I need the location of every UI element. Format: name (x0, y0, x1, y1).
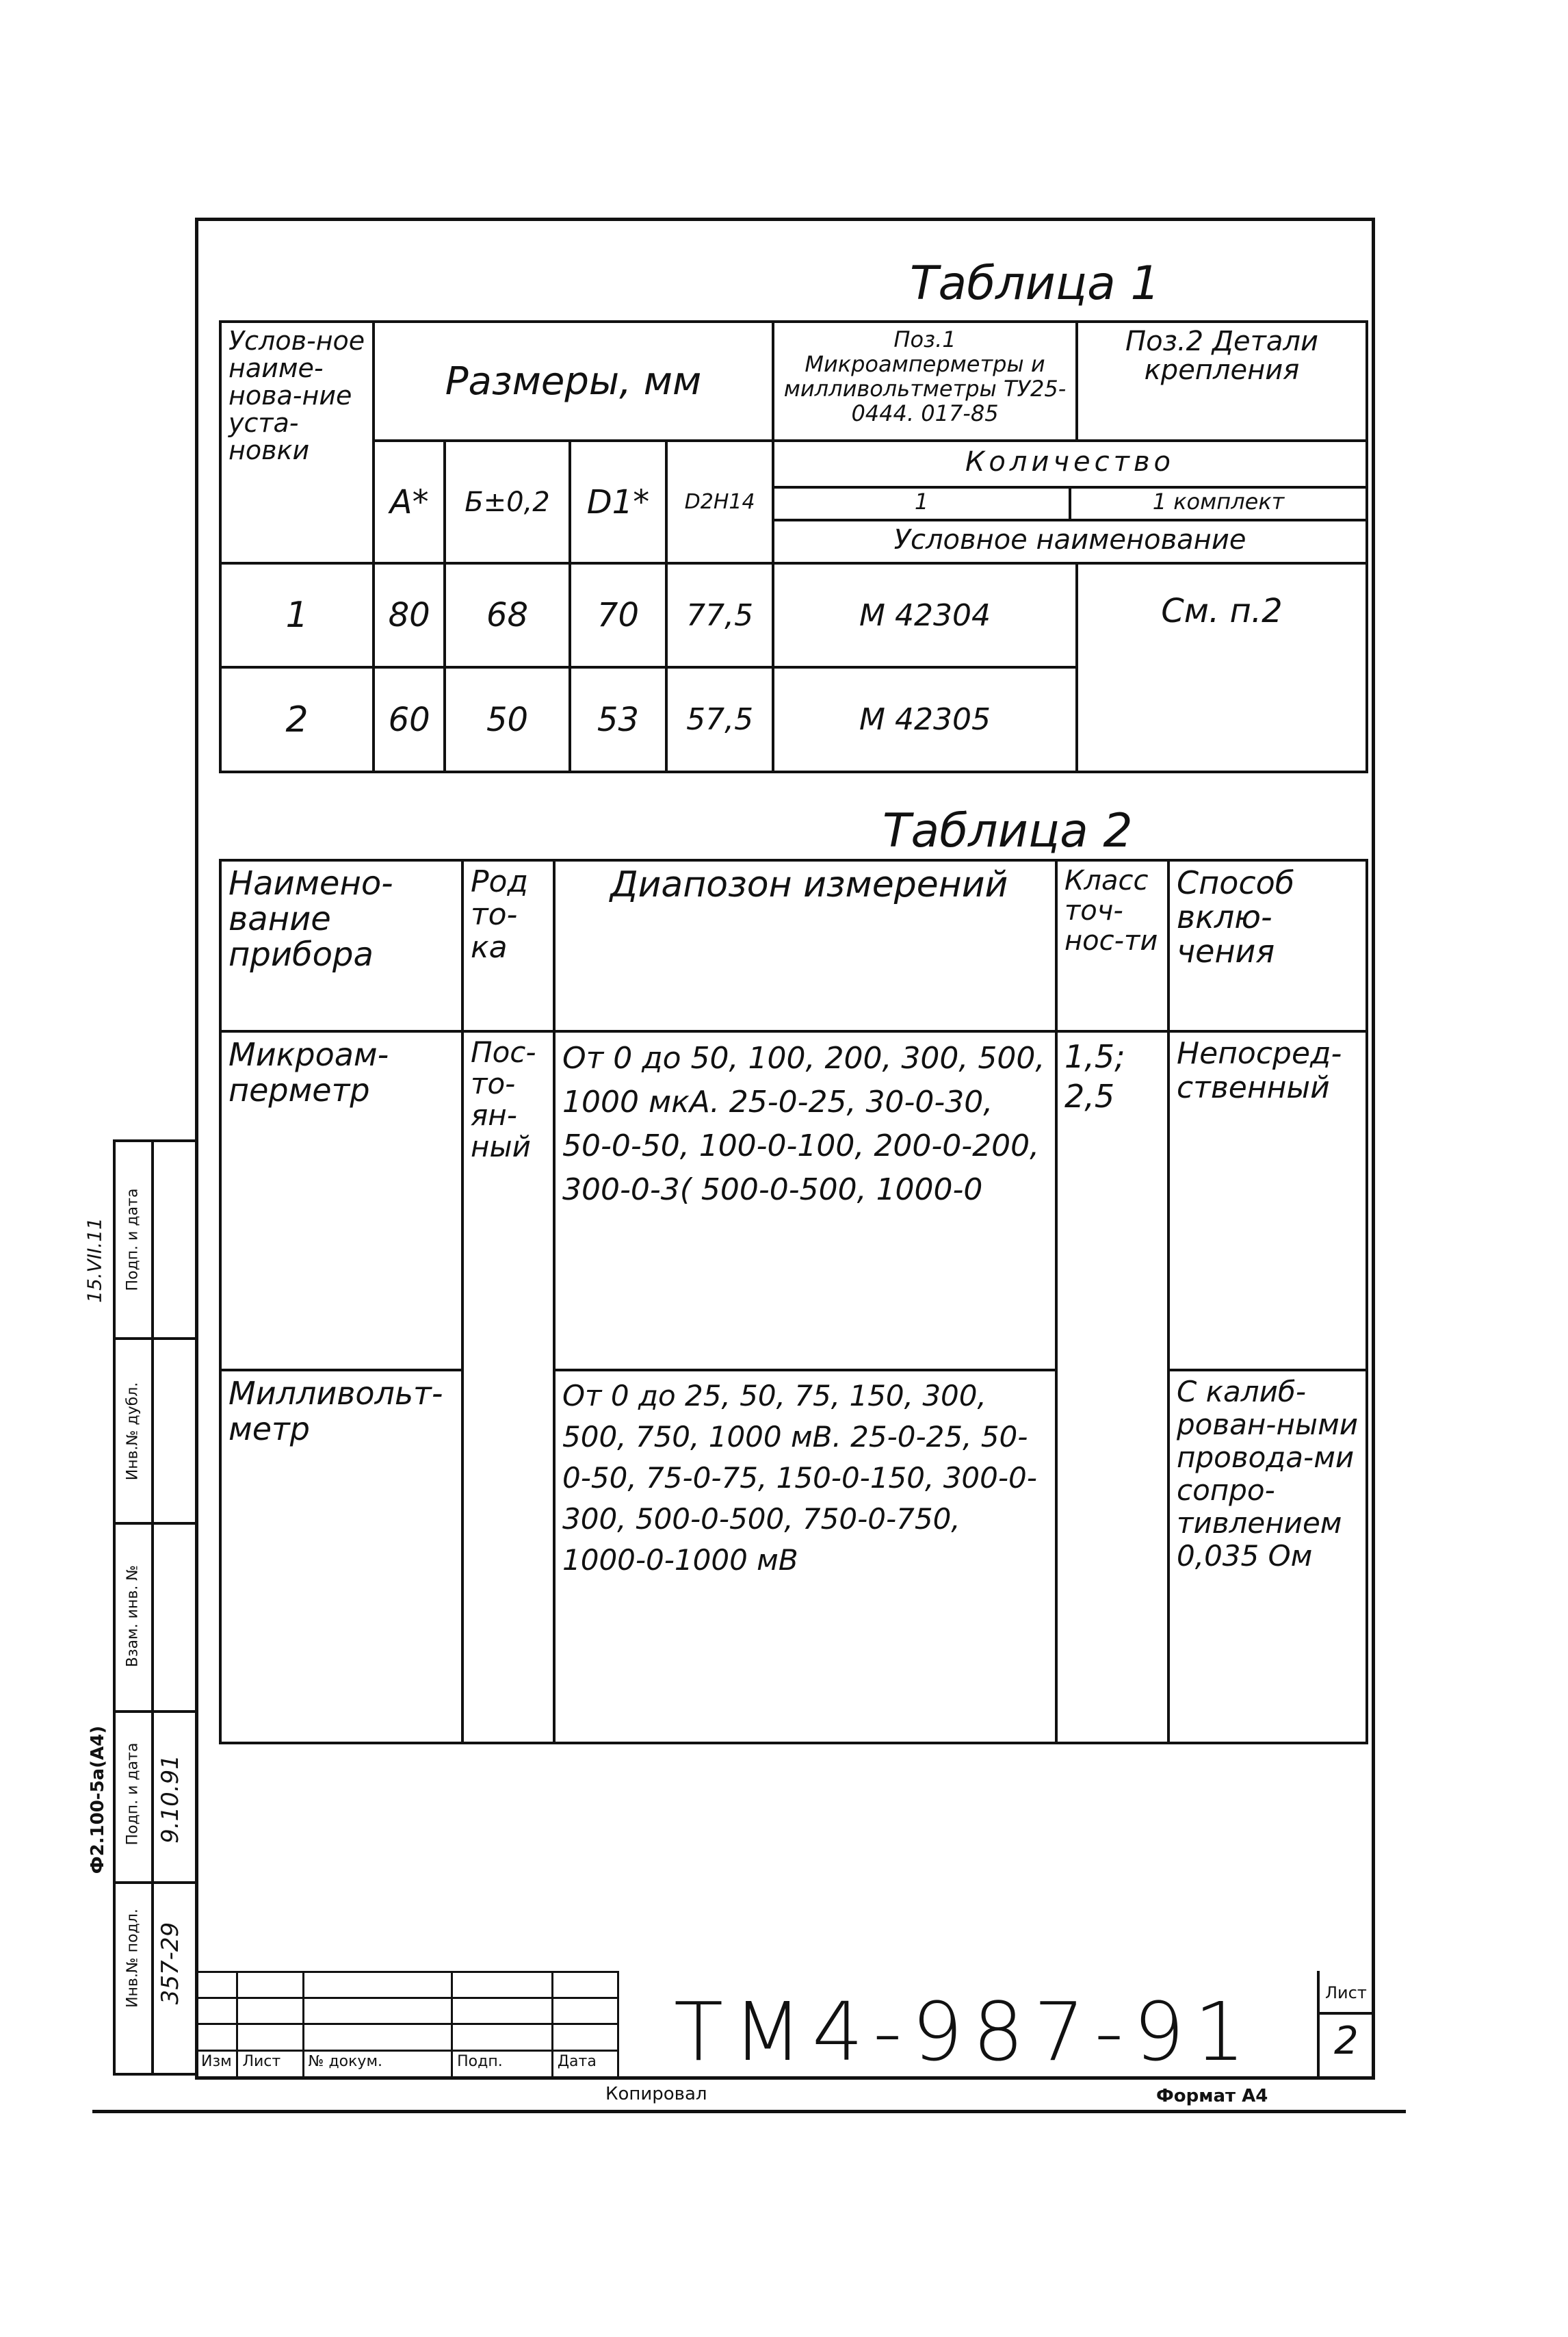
t2-r1-range: От 0 до 50, 100, 200, 300, 500, 1000 мкА. 25-0-25, 30-0-30, 50-0-50, 100-0-100, 200-0-200, 300-0-3( 500-0-500, 1000-0 (554, 1031, 1056, 1370)
table-row (220, 1031, 1367, 1370)
stamp-sheet-no: 2 (1334, 2019, 1359, 2063)
t1-header-a: А* (374, 441, 445, 563)
t1-header-name: Услов-ное наиме-нова-ние уста-новки (220, 322, 374, 563)
t1-r1-p1: М 42304 (773, 563, 1077, 668)
side-cell-inv-dubl: Инв.№ дубл. (124, 1382, 142, 1481)
table1-title: Таблица 1 (910, 257, 1160, 311)
t1-qty1: 1 (774, 489, 1071, 519)
t2-h-class: Класс точ-нос-ти (1056, 860, 1168, 1031)
side-val-inv-podl: 357-29 (157, 1922, 184, 2005)
side-cell-vzam: Взам. инв. № (124, 1564, 142, 1668)
t1-header-d2: D2H14 (666, 441, 773, 563)
t1-r2-b: 50 (445, 667, 569, 772)
t1-r2-d2: 57,5 (666, 667, 773, 772)
t2-h-name: Наимено-вание прибора (220, 860, 462, 1031)
stamp-h-list: Лист (237, 2050, 303, 2078)
side-cell-podp-data: Подп. и дата (124, 1742, 142, 1846)
side-signature: 15.VII.11 (83, 1217, 106, 1303)
t2-r2-method: С калиб-рован-ными провода-ми сопро-тивлением 0,035 Ом (1168, 1370, 1367, 1743)
t2-h-range: Диапозон измерений (554, 860, 1056, 1031)
t1-r2-n: 2 (220, 667, 374, 772)
t1-r1-n: 1 (220, 563, 374, 668)
t1-header-pos2: Поз.2 Детали крепления (1077, 322, 1367, 441)
t1-r1-p2: См. п.2 (1077, 563, 1367, 772)
footer-rule (92, 2110, 1406, 2113)
t1-r2-a: 60 (374, 667, 445, 772)
table2 (219, 859, 1368, 1744)
t2-r1-current: Пос-то-ян-ный (462, 1031, 554, 1743)
side-strip (113, 1139, 198, 2076)
t2-h-current: Род то-ка (462, 860, 554, 1031)
t2-r2-range: От 0 до 25, 50, 75, 150, 300, 500, 750, 1000 мВ. 25-0-25, 50-0-50, 75-0-75, 150-0-150, 300-0-300, 500-0-500, 750-0-750, 1000-0-1000 мВ (554, 1370, 1056, 1743)
stamp-h-izm: Изм (196, 2050, 237, 2078)
t1-qty-label: Количество (773, 441, 1367, 487)
stamp-h-podp: Подп. (452, 2050, 553, 2078)
side-form-label: Ф2.100-5а(А4) (88, 1725, 108, 1874)
t1-header-pos1: Поз.1 Микроамперметры и милливольтметры ТУ25-0444. 017-85 (773, 322, 1077, 441)
document-code: ТМ4-987-91 (674, 1985, 1255, 2079)
footer-copied: Копировал (605, 2084, 707, 2104)
t1-header-b: Б±0,2 (445, 441, 569, 563)
t1-r2-d1: 53 (570, 667, 667, 772)
t2-r1-name: Микроам-перметр (220, 1031, 462, 1370)
t2-r1-class: 1,5; 2,5 (1056, 1031, 1168, 1743)
table-row (220, 563, 1367, 668)
t2-r2-name: Милливольт-метр (220, 1370, 462, 1743)
side-cell-podp-data-2: Подп. и дата (124, 1188, 142, 1291)
footer-format: Формат А4 (1156, 2086, 1268, 2106)
stamp-h-data: Дата (552, 2050, 618, 2078)
t1-r1-a: 80 (374, 563, 445, 668)
side-cell-inv-podl: Инв.№ подл. (124, 1909, 142, 2008)
t1-cond-name: Условное наименование (893, 524, 1246, 556)
t2-h-method: Способ вклю-чения (1168, 860, 1367, 1031)
t1-r2-p1: М 42305 (773, 667, 1077, 772)
t1-r1-d2: 77,5 (666, 563, 773, 668)
stamp-sheet-label: Лист (1325, 1983, 1367, 2002)
side-val-podp-data: 9.10.91 (157, 1755, 184, 1844)
stamp-block (195, 1971, 1375, 2079)
t1-qty2: 1 комплект (1152, 488, 1285, 515)
table2-title: Таблица 2 (883, 804, 1133, 858)
table1 (219, 320, 1368, 773)
frame-top (195, 218, 1375, 221)
t1-r1-b: 68 (445, 563, 569, 668)
stamp-h-doc: № докум. (303, 2050, 452, 2078)
t1-r1-d1: 70 (570, 563, 667, 668)
table-row (220, 1370, 1367, 1743)
t1-header-d1: D1* (570, 441, 667, 563)
frame-right (1372, 218, 1375, 2079)
t1-header-dims: Размеры, мм (374, 322, 773, 441)
t2-r1-method: Непосред-ственный (1168, 1031, 1367, 1370)
